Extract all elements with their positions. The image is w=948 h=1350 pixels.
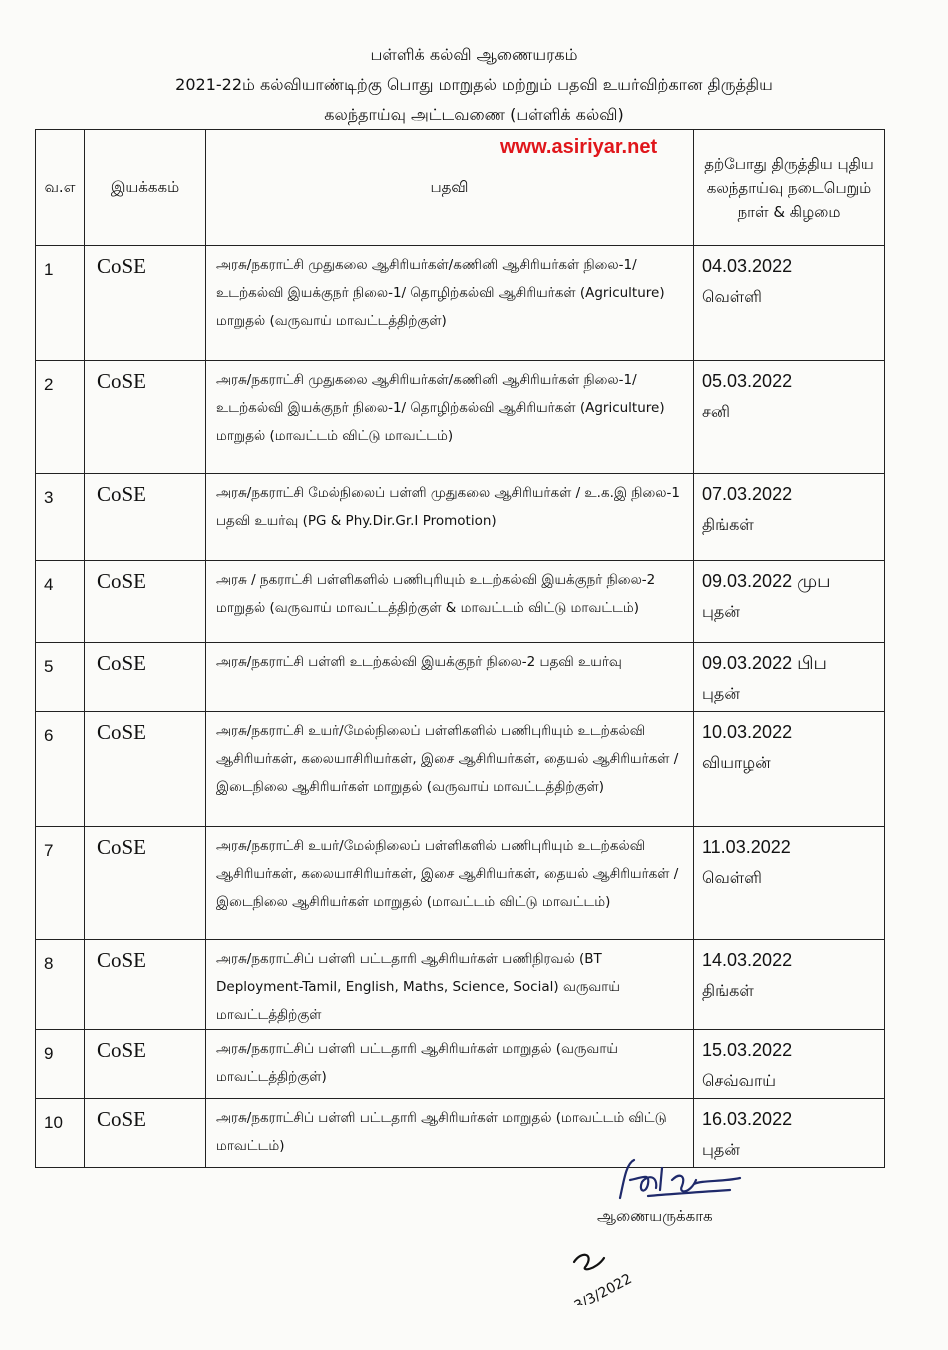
- row-post: அரசு/நகராட்சி உயர்/மேல்நிலைப் பள்ளிகளில் பணிபுரியும் உடற்கல்வி ஆசிரியர்கள், கலையாசிரியர்கள், இசை ஆசிரியர்கள், தையல் ஆசிரியர்கள் / இடைநிலை ஆசிரியர்கள் மாறுதல் (மாவட்டம் விட்டு மாவட்டம்): [206, 827, 694, 940]
- row-post: அரசு/நகராட்சிப் பள்ளி பட்டதாரி ஆசிரியர்கள் மாறுதல் (வருவாய் மாவட்டத்திற்குள்): [206, 1030, 694, 1099]
- header-post: பதவி: [206, 130, 694, 246]
- row-date: 09.03.2022 பிப: [702, 653, 827, 673]
- row-date: 04.03.2022: [702, 256, 793, 276]
- header-sno: வ.எ: [36, 130, 85, 246]
- header-directorate: இயக்ககம்: [85, 130, 206, 246]
- row-post: அரசு/நகராட்சி உயர்/மேல்நிலைப் பள்ளிகளில் பணிபுரியும் உடற்கல்வி ஆசிரியர்கள், கலையாசிரியர்கள், இசை ஆசிரியர்கள், தையல் ஆசிரியர்கள் / இடைநிலை ஆசிரியர்கள் மாறுதல் (வருவாய் மாவட்டத்திற்குள்): [206, 712, 694, 827]
- signature: [590, 1150, 760, 1214]
- row-directorate: CoSE: [85, 940, 206, 1030]
- row-date: 15.03.2022: [702, 1040, 793, 1060]
- row-day: சனி: [702, 402, 730, 421]
- row-day: புதன்: [702, 684, 740, 703]
- row-sno: 10: [36, 1099, 85, 1168]
- row-date: 09.03.2022 முப: [702, 571, 831, 591]
- signature-label: ஆணையருக்காக: [597, 1207, 713, 1225]
- row-date-cell: [694, 1030, 885, 1099]
- row-post: அரசு / நகராட்சி பள்ளிகளில் பணிபுரியும் உடற்கல்வி இயக்குநர் நிலை-2 மாறுதல் (வருவாய் மாவட்டத்திற்குள் & மாவட்டம் விட்டு மாவட்டம்): [206, 561, 694, 643]
- row-date-cell: [694, 361, 885, 474]
- row-post: அரசு/நகராட்சிப் பள்ளி பட்டதாரி ஆசிரியர்கள் மாறுதல் (மாவட்டம் விட்டு மாவட்டம்): [206, 1099, 694, 1168]
- row-post: அரசு/நகராட்சி முதுகலை ஆசிரியர்கள்/கணினி ஆசிரியர்கள் நிலை-1/ உடற்கல்வி இயக்குநர் நிலை-1/ தொழிற்கல்வி ஆசிரியர்கள் (Agriculture) மாறுதல் (வருவாய் மாவட்டத்திற்குள்): [206, 246, 694, 361]
- row-date: 07.03.2022: [702, 484, 793, 504]
- row-sno: 1: [36, 246, 85, 361]
- row-post: அரசு/நகராட்சி முதுகலை ஆசிரியர்கள்/கணினி ஆசிரியர்கள் நிலை-1/ உடற்கல்வி இயக்குநர் நிலை-1/ தொழிற்கல்வி ஆசிரியர்கள் (Agriculture) மாறுதல் (மாவட்டம் விட்டு மாவட்டம்): [206, 361, 694, 474]
- row-day: வியாழன்: [702, 753, 771, 772]
- row-post: அரசு/நகராட்சிப் பள்ளி பட்டதாரி ஆசிரியர்கள் பணிநிரவல் (BT Deployment-Tamil, English, Maths, Science, Social) வருவாய் மாவட்டத்திற்குள்: [206, 940, 694, 1030]
- row-directorate: CoSE: [85, 712, 206, 827]
- row-sno: 4: [36, 561, 85, 643]
- row-date-cell: [694, 827, 885, 940]
- signature-scribble: [590, 1150, 760, 1210]
- initials-date: 3/3/2022: [571, 1271, 635, 1305]
- row-sno: 8: [36, 940, 85, 1030]
- table-row: [36, 361, 885, 474]
- row-date: 14.03.2022: [702, 950, 793, 970]
- row-day: செவ்வாய்: [702, 1071, 777, 1090]
- row-directorate: CoSE: [85, 361, 206, 474]
- header-line-3: கலந்தாய்வு அட்டவணை (பள்ளிக் கல்வி): [324, 105, 624, 124]
- row-day: வெள்ளி: [702, 868, 762, 887]
- header-date: தற்போது திருத்திய புதிய கலந்தாய்வு நடைபெறும் நாள் & கிழமை: [694, 130, 885, 246]
- row-date-cell: [694, 940, 885, 1030]
- table-row: [36, 1030, 885, 1099]
- schedule-table: [35, 129, 885, 1168]
- initials-date-handwritten: [560, 1240, 650, 1309]
- header-line-2: 2021-22ம் கல்வியாண்டிற்கு பொது மாறுதல் மற்றும் பதவி உயர்விற்கான திருத்திய: [175, 75, 773, 94]
- row-date: 05.03.2022: [702, 371, 793, 391]
- row-sno: 7: [36, 827, 85, 940]
- row-date-cell: [694, 712, 885, 827]
- row-directorate: CoSE: [85, 1030, 206, 1099]
- table-row: [36, 474, 885, 561]
- row-sno: 3: [36, 474, 85, 561]
- table-row: [36, 246, 885, 361]
- row-day: வெள்ளி: [702, 287, 762, 306]
- row-date-cell: [694, 561, 885, 643]
- row-day: திங்கள்: [702, 981, 754, 1000]
- table-row: [36, 561, 885, 643]
- table-row: [36, 827, 885, 940]
- row-sno: 6: [36, 712, 85, 827]
- row-date: 16.03.2022: [702, 1109, 793, 1129]
- row-date-cell: [694, 474, 885, 561]
- row-sno: 5: [36, 643, 85, 712]
- document-header: [0, 40, 948, 130]
- row-day: திங்கள்: [702, 515, 754, 534]
- row-sno: 2: [36, 361, 85, 474]
- row-directorate: CoSE: [85, 474, 206, 561]
- initials-scribble: [560, 1240, 650, 1305]
- row-directorate: CoSE: [85, 561, 206, 643]
- table-row: [36, 643, 885, 712]
- row-sno: 9: [36, 1030, 85, 1099]
- row-directorate: CoSE: [85, 246, 206, 361]
- watermark: www.asiriyar.net: [500, 136, 658, 158]
- row-date-cell: [694, 643, 885, 712]
- row-post: அரசு/நகராட்சி மேல்நிலைப் பள்ளி முதுகலை ஆசிரியர்கள் / உ.க.இ நிலை-1 பதவி உயர்வு (PG & Phy.Dir.Gr.I Promotion): [206, 474, 694, 561]
- table-row: [36, 940, 885, 1030]
- row-directorate: CoSE: [85, 827, 206, 940]
- row-day: புதன்: [702, 602, 740, 621]
- table-row: [36, 712, 885, 827]
- row-directorate: CoSE: [85, 643, 206, 712]
- header-line-1: பள்ளிக் கல்வி ஆணையரகம்: [370, 45, 578, 64]
- row-post: அரசு/நகராட்சி பள்ளி உடற்கல்வி இயக்குநர் நிலை-2 பதவி உயர்வு: [206, 643, 694, 712]
- row-date: 11.03.2022: [702, 837, 791, 857]
- table-header-row: [36, 130, 885, 246]
- row-day: புதன்: [702, 1140, 740, 1159]
- row-directorate: CoSE: [85, 1099, 206, 1168]
- row-date: 10.03.2022: [702, 722, 793, 742]
- row-date-cell: [694, 246, 885, 361]
